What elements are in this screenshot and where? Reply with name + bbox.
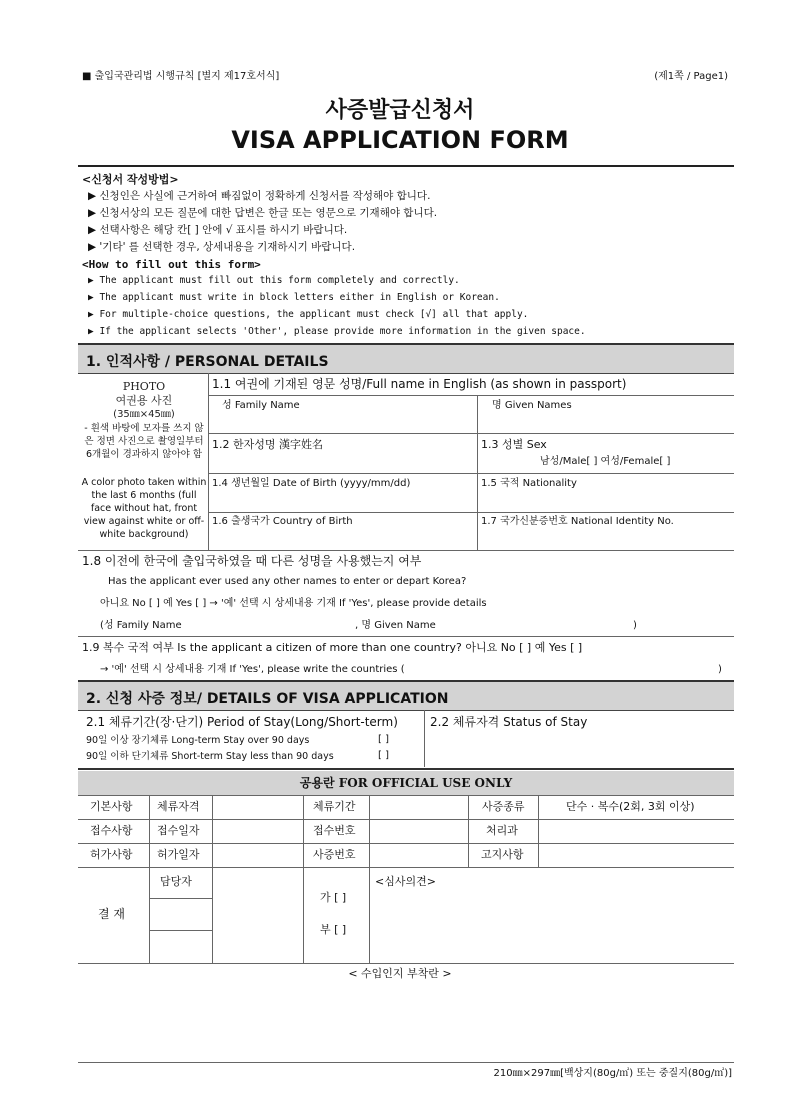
long-term-option: 90일 이상 장기체류 Long-term Stay over 90 days — [86, 735, 310, 746]
official-notice-label: 고지사항 — [481, 848, 524, 861]
national-id-input[interactable] — [478, 530, 733, 549]
grid-line — [78, 550, 734, 551]
grid-line — [149, 795, 150, 963]
chinese-name-label: 1.2 한자성명 漢字姓名 — [212, 438, 323, 451]
official-permit-info: 허가사항 — [90, 848, 133, 861]
field-1-9-details: → '예' 선택 시 상세내용 기재 If 'Yes', please write the countries ( — [100, 664, 405, 675]
section-personal-details-title: 1. 인적사항 / PERSONAL DETAILS — [86, 354, 329, 370]
long-term-checkbox[interactable]: [ ] — [378, 734, 389, 745]
official-period-label: 체류기간 — [313, 800, 356, 813]
given-name-label: 명 Given Names — [492, 400, 572, 411]
birth-country-label: 1.6 출생국가 Country of Birth — [212, 516, 353, 527]
title-rule — [78, 165, 734, 167]
nationality-input[interactable] — [478, 492, 733, 511]
section-visa-details — [78, 680, 734, 711]
short-term-checkbox[interactable]: [ ] — [378, 750, 389, 761]
grid-line — [538, 795, 539, 867]
short-term-option: 90일 이하 단기체류 Short-term Stay less than 90 days — [86, 751, 334, 762]
sex-label: 1.3 성별 Sex — [481, 438, 547, 451]
grid-line — [369, 795, 370, 963]
official-use-title: 공용란 FOR OFFICIAL USE ONLY — [299, 776, 513, 790]
other-family-name-label: (성 Family Name — [100, 620, 182, 631]
family-name-input[interactable] — [209, 414, 476, 432]
grid-line — [78, 636, 734, 637]
official-receipt-info: 접수사항 — [90, 824, 133, 837]
title-english: VISA APPLICATION FORM — [231, 126, 569, 154]
grid-line — [149, 930, 212, 931]
nationality-label: 1.5 국적 Nationality — [481, 478, 577, 489]
official-use-header — [78, 771, 734, 795]
footer-rule — [78, 1062, 734, 1063]
official-visa-type-value: 단수 · 복수(2회, 3회 이상) — [566, 800, 695, 813]
instruction-en-3: ▶ For multiple-choice questions, the applicant must check [√] all that apply. — [88, 309, 529, 320]
field-1-8-label: 1.8 이전에 한국에 출입국하였을 때 다른 성명을 사용했는지 여부 — [82, 554, 422, 568]
official-visa-type-label: 사증종류 — [482, 800, 525, 813]
grid-line — [212, 795, 213, 963]
official-in-charge-label: 담당자 — [160, 875, 192, 888]
photo-note-en: A color photo taken within the last 6 months (full face without hat, front view against white or off-white background) — [81, 477, 207, 540]
grid-line — [78, 819, 734, 820]
official-visa-number-label: 사증번호 — [313, 848, 356, 861]
official-department-label: 처리과 — [486, 824, 518, 837]
photo-size: (35㎜×45㎜) — [113, 409, 175, 420]
dob-label: 1.4 생년월일 Date of Birth (yyyy/mm/dd) — [212, 478, 411, 489]
chinese-name-input[interactable] — [209, 452, 476, 472]
official-reject-option: 부 [ ] — [320, 923, 347, 936]
instruction-en-1: ▶ The applicant must fill out this form completely and correctly. — [88, 275, 460, 286]
grid-line — [78, 963, 734, 964]
paper-spec: 210㎜×297㎜[백상지(80g/㎡) 또는 중질지(80g/㎡)] — [493, 1068, 732, 1079]
title-korean: 사증발급신청서 — [325, 98, 475, 123]
grid-line — [424, 710, 425, 767]
other-names-close: ) — [633, 620, 637, 631]
field-1-8-answer[interactable]: 아니요 No [ ] 예 Yes [ ] → '예' 선택 시 상세내용 기재 If 'Yes', please provide details — [100, 598, 487, 609]
other-given-name-label: , 명 Given Name — [355, 620, 436, 631]
photo-label-kr: 여권용 사진 — [115, 394, 173, 407]
section-visa-details-title: 2. 신청 사증 정보/ DETAILS OF VISA APPLICATION — [86, 691, 449, 707]
grid-line — [208, 433, 734, 434]
birth-country-input[interactable] — [209, 530, 476, 549]
photo-label: PHOTO — [122, 380, 166, 393]
status-of-stay-label: 2.2 체류자격 Status of Stay — [430, 715, 588, 729]
grid-line — [208, 473, 734, 474]
grid-line — [303, 795, 304, 963]
field-1-1-label: 1.1 여권에 기재된 영문 성명/Full name in English (as shown in passport) — [212, 377, 627, 391]
field-1-9-close: ) — [718, 664, 722, 675]
status-of-stay-input[interactable] — [430, 734, 730, 764]
instruction-kr-3: ▶ 선택사항은 해당 칸[ ] 안에 √ 표시를 하시기 바랍니다. — [88, 224, 348, 236]
field-1-9-label[interactable]: 1.9 복수 국적 여부 Is the applicant a citizen of more than one country? 아니요 No [ ] 예 Yes [ ] — [82, 641, 583, 654]
grid-line — [149, 898, 212, 899]
instruction-en-2: ▶ The applicant must write in block letters either in English or Korean. — [88, 292, 500, 303]
instructions-kr-heading: <신청서 작성방법> — [82, 173, 179, 186]
official-receipt-number-label: 접수번호 — [313, 824, 356, 837]
given-name-input[interactable] — [478, 414, 733, 432]
photo-note-kr: - 흰색 바탕에 모자를 쓰지 않은 정면 사진으로 촬영일부터 6개월이 경과하지 않아야 함 — [84, 423, 204, 460]
instructions-en-heading: <How to fill out this form> — [82, 258, 261, 271]
period-of-stay-label: 2.1 체류기간(장·단기) Period of Stay(Long/Short-term) — [86, 715, 398, 729]
family-name-label: 성 Family Name — [222, 400, 300, 411]
official-approval-label: 결 재 — [98, 907, 125, 921]
dob-input[interactable] — [209, 492, 476, 511]
sex-options[interactable]: 남성/Male[ ] 여성/Female[ ] — [540, 456, 671, 467]
official-permit-date-label: 허가일자 — [157, 848, 200, 861]
instruction-kr-1: ▶ 신청인은 사실에 근거하여 빠짐없이 정확하게 신청서를 작성해야 합니다. — [88, 190, 431, 202]
instruction-kr-2: ▶ 신청서상의 모든 질문에 대한 답변은 한글 또는 영문으로 기재해야 합니다. — [88, 207, 438, 219]
grid-line — [208, 512, 734, 513]
grid-line — [78, 843, 734, 844]
official-receipt-date-label: 접수일자 — [157, 824, 200, 837]
instruction-en-4: ▶ If the applicant selects 'Other', please provide more information in the given space. — [88, 326, 586, 337]
grid-line — [78, 795, 734, 796]
revenue-stamp-label: < 수입인지 부착란 > — [348, 967, 452, 980]
official-top-rule — [78, 768, 734, 770]
official-approve-option: 가 [ ] — [320, 891, 347, 904]
national-id-label: 1.7 국가신분증번호 National Identity No. — [481, 516, 674, 527]
official-basic-info: 기본사항 — [90, 800, 133, 813]
grid-line — [78, 867, 734, 868]
official-opinion-label: <심사의견> — [375, 875, 436, 888]
instruction-kr-4: ▶ '기타' 를 선택한 경우, 상세내용을 기재하시기 바랍니다. — [88, 241, 356, 253]
form-reference: ■ 출입국관리법 시행규칙 [별지 제17호서식] — [82, 71, 280, 82]
official-status-label: 체류자격 — [157, 800, 200, 813]
section-personal-details — [78, 343, 734, 374]
page-number: (제1쪽 / Page1) — [654, 71, 728, 82]
field-1-8-question: Has the applicant ever used any other names to enter or depart Korea? — [108, 576, 467, 587]
grid-line — [468, 795, 469, 867]
grid-line — [208, 395, 734, 396]
